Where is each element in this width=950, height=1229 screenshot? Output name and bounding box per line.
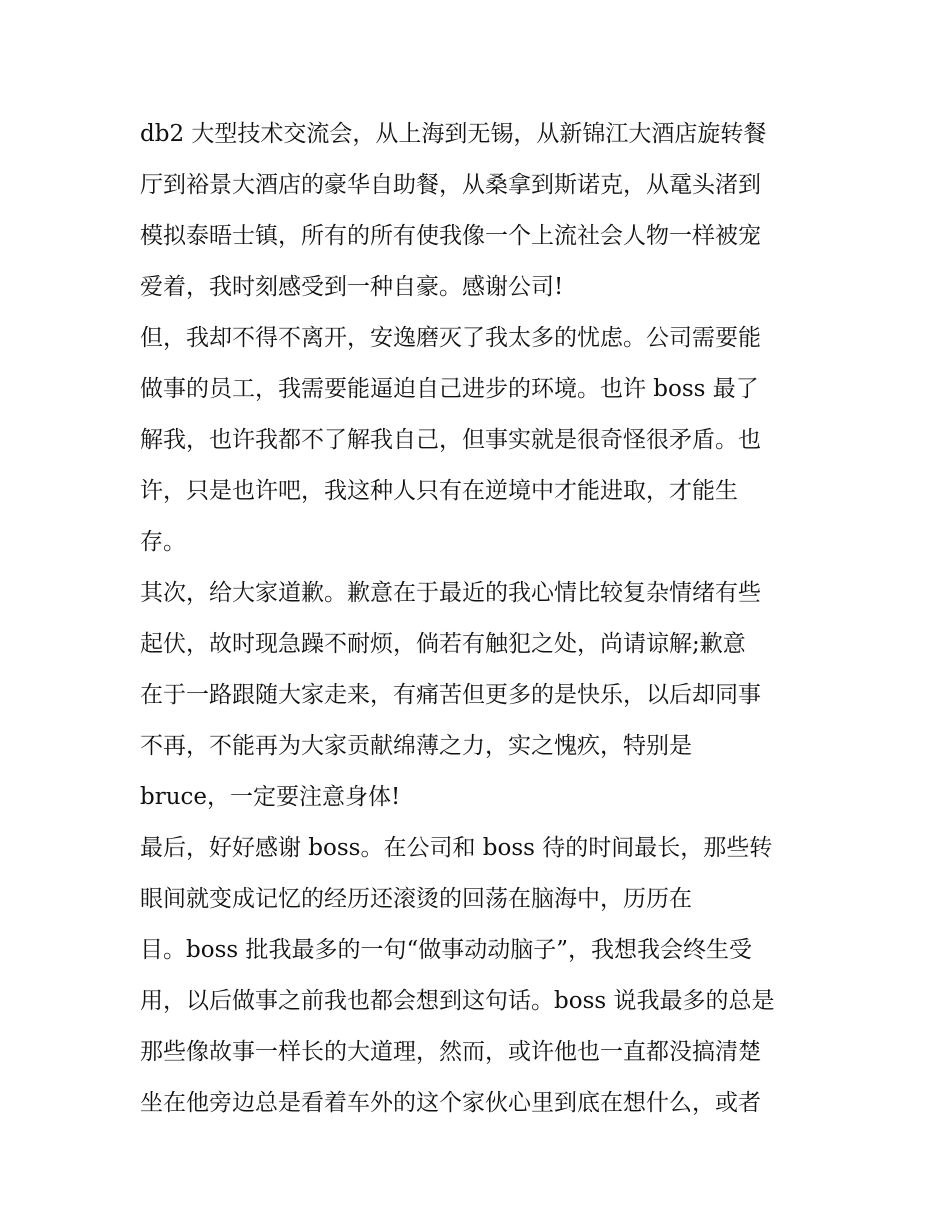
text-line-20: 坐在他旁边总是看着车外的这个家伙心里到底在想什么，或者 bbox=[140, 1090, 761, 1116]
body-text bbox=[140, 109, 820, 1129]
text-line-1: db2 大型技术交流会，从上海到无锡，从新锦江大酒店旋转餐 bbox=[140, 121, 767, 147]
text-line-12: 在于一路跟随大家走来，有痛苦但更多的是快乐，以后却同事 bbox=[140, 682, 761, 708]
text-line-9: 存。 bbox=[140, 529, 186, 555]
text-line-7: 解我，也许我都不了解我自己，但事实就是很奇怪很矛盾。也 bbox=[140, 427, 761, 453]
text-line-10: 其次，给大家道歉。歉意在于最近的我心情比较复杂情绪有些 bbox=[140, 580, 761, 606]
text-line-19: 那些像故事一样长的大道理，然而，或许他也一直都没搞清楚 bbox=[140, 1039, 761, 1065]
text-line-6: 做事的员工，我需要能逼迫自己进步的环境。也许 boss 最了 bbox=[140, 376, 759, 402]
text-line-4: 爱着，我时刻感受到一种自豪。感谢公司! bbox=[140, 274, 564, 300]
text-line-2: 厅到裕景大酒店的豪华自助餐，从桑拿到斯诺克，从鼋头渚到 bbox=[140, 172, 761, 198]
text-line-14: bruce，一定要注意身体! bbox=[140, 784, 401, 810]
text-line-16: 眼间就变成记忆的经历还滚烫的回荡在脑海中，历历在 bbox=[140, 886, 692, 912]
text-line-18: 用，以后做事之前我也都会想到这句话。boss 说我最多的总是 bbox=[140, 988, 775, 1014]
text-line-13: 不再，不能再为大家贡献绵薄之力，实之愧疚，特别是 bbox=[140, 733, 692, 759]
text-line-3: 模拟泰晤士镇，所有的所有使我像一个上流社会人物一样被宠 bbox=[140, 223, 761, 249]
text-line-11: 起伏，故时现急躁不耐烦，倘若有触犯之处，尚请谅解;歉意 bbox=[140, 631, 746, 657]
text-line-5: 但，我却不得不离开，安逸磨灭了我太多的忧虑。公司需要能 bbox=[140, 325, 761, 351]
text-line-8: 许，只是也许吧，我这种人只有在逆境中才能进取，才能生 bbox=[140, 478, 738, 504]
text-line-17: 目。boss 批我最多的一句“做事动动脑子”，我想我会终生受 bbox=[140, 937, 753, 963]
text-line-15: 最后，好好感谢 boss。在公司和 boss 待的时间最长，那些转 bbox=[140, 835, 773, 861]
